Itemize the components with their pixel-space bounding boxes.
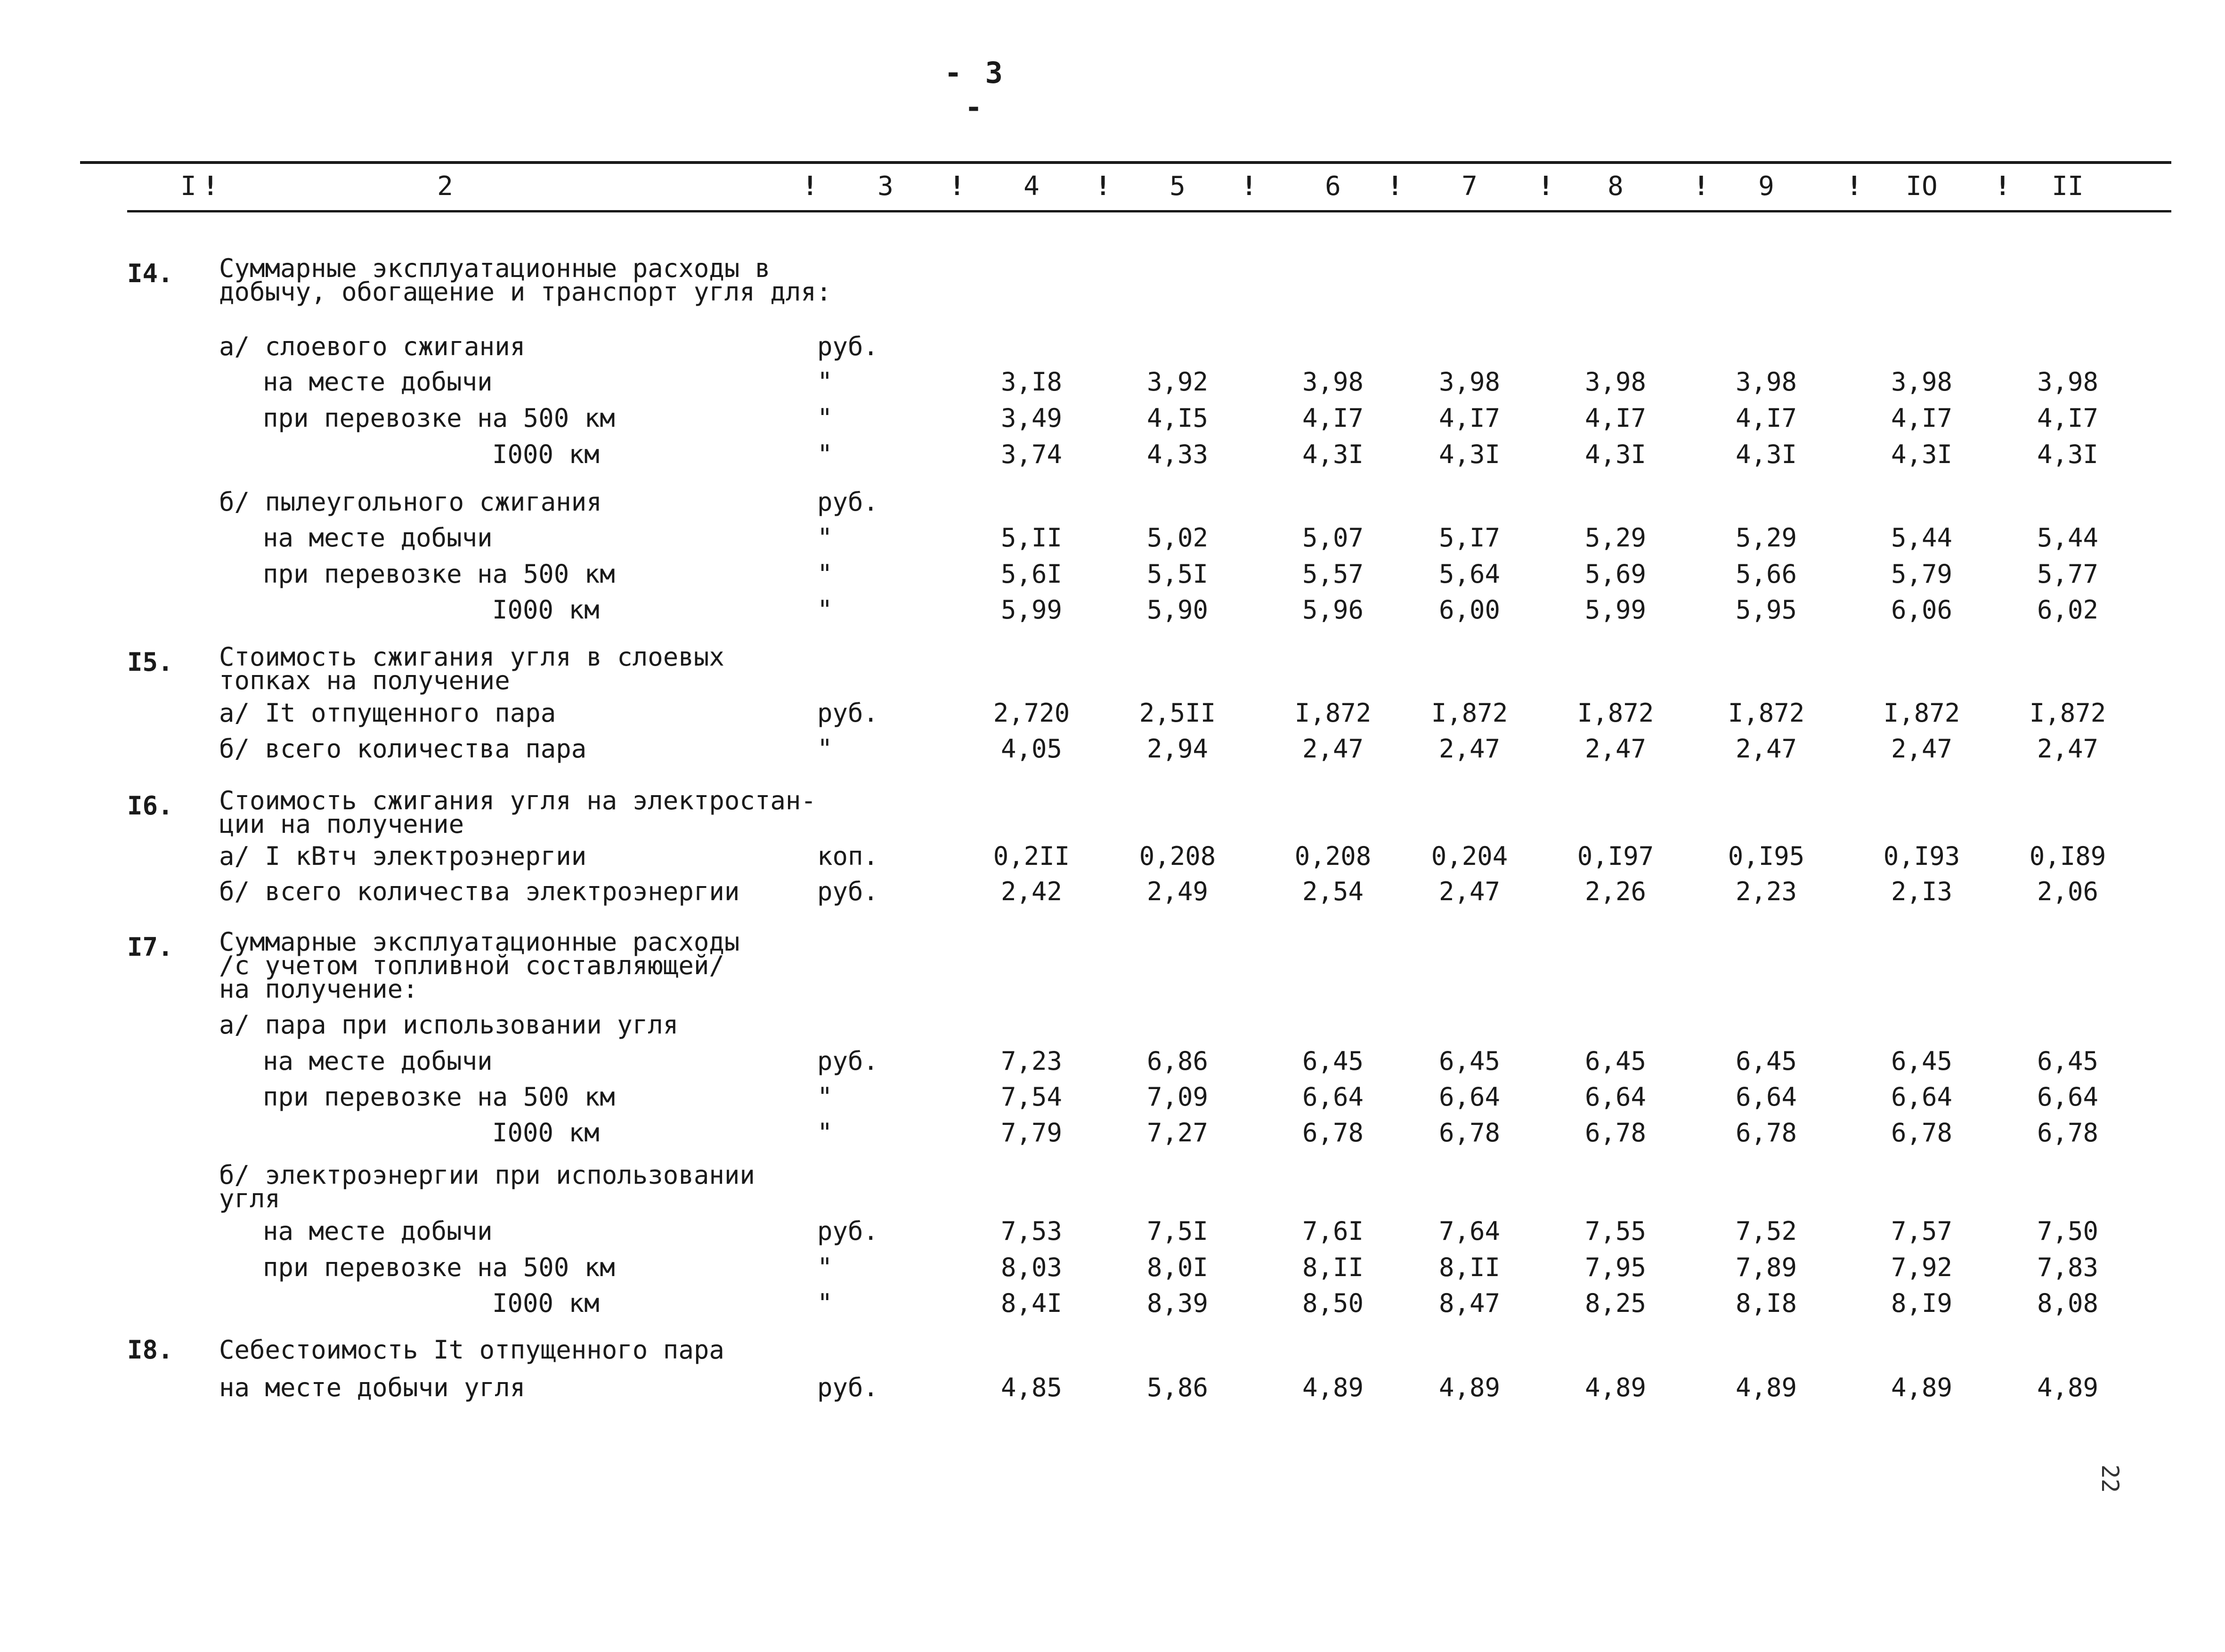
value-cell: 7,23	[1000, 1046, 1063, 1076]
value-cell: 3,92	[1146, 367, 1209, 397]
value-cell: 6,45	[1302, 1046, 1364, 1076]
row-unit: коп.	[817, 841, 879, 871]
row-description: а/ пара при использовании угля	[219, 1010, 679, 1040]
value-cell: 2,23	[1735, 877, 1797, 906]
value-cell: 6,64	[1891, 1082, 1953, 1112]
value-cell: I,872	[1431, 698, 1508, 728]
value-cell: 4,05	[1000, 734, 1063, 764]
row-unit: "	[817, 559, 833, 589]
row-unit: "	[817, 1288, 833, 1318]
value-cell: 2,47	[1302, 734, 1364, 764]
value-cell: 5,66	[1735, 559, 1797, 589]
value-cell: 5,07	[1302, 523, 1364, 553]
header-separator: !	[1241, 171, 1257, 202]
page-number: - 3 -	[944, 56, 1006, 124]
value-cell: 5,57	[1302, 559, 1364, 589]
value-cell: 5,II	[1000, 523, 1063, 553]
value-cell: 2,47	[1891, 734, 1953, 764]
value-cell: 5,69	[1584, 559, 1647, 589]
table-row	[0, 732, 2225, 766]
value-cell: 8,II	[1302, 1253, 1364, 1282]
table-row	[0, 1333, 2225, 1367]
header-col-9: 9	[1758, 171, 1774, 202]
value-cell: 5,6I	[1000, 559, 1063, 589]
row-unit: руб.	[817, 1373, 879, 1402]
row-description: б/ всего количества пара	[219, 734, 587, 764]
value-cell: 4,I7	[1438, 403, 1501, 433]
value-cell: 6,64	[2037, 1082, 2099, 1112]
table-row	[0, 1160, 2225, 1213]
row-description: Стоимость сжигания угля в слоевых топках на получение	[219, 642, 724, 695]
value-cell: 2,54	[1302, 877, 1364, 906]
table-row	[0, 521, 2225, 555]
table-row	[0, 593, 2225, 627]
value-cell: 6,02	[2037, 595, 2099, 625]
row-description: а/ It отпущенного пара	[219, 698, 556, 728]
header-separator: !	[802, 171, 818, 202]
row-number: I6.	[127, 791, 173, 821]
value-cell: 7,95	[1584, 1253, 1647, 1282]
value-cell: 7,92	[1891, 1253, 1953, 1282]
value-cell: 4,89	[1891, 1373, 1953, 1402]
value-cell: 0,I93	[1883, 841, 1960, 871]
value-cell: 2,47	[1438, 734, 1501, 764]
header-separator: !	[1995, 171, 2011, 202]
row-description: при перевозке на 500 км	[263, 1253, 615, 1282]
value-cell: I,872	[1577, 698, 1654, 728]
row-description: при перевозке на 500 км	[263, 1082, 615, 1112]
header-col-11: II	[2052, 171, 2084, 202]
value-cell: 3,98	[1891, 367, 1953, 397]
value-cell: 5,96	[1302, 595, 1364, 625]
value-cell: 7,64	[1438, 1216, 1501, 1246]
value-cell: 5,77	[2037, 559, 2099, 589]
value-cell: 8,08	[2037, 1288, 2099, 1318]
value-cell: 2,720	[993, 698, 1070, 728]
row-description: б/ пылеугольного сжигания	[219, 487, 602, 517]
value-cell: 2,47	[1438, 877, 1501, 906]
value-cell: 0,204	[1431, 841, 1508, 871]
value-cell: 3,98	[1735, 367, 1797, 397]
table-row	[0, 696, 2225, 730]
value-cell: 4,I7	[1302, 403, 1364, 433]
value-cell: 4,89	[1584, 1373, 1647, 1402]
value-cell: I,872	[1294, 698, 1372, 728]
value-cell: 5,44	[1891, 523, 1953, 553]
value-cell: 0,2II	[993, 841, 1070, 871]
row-description: при перевозке на 500 км	[263, 559, 615, 589]
row-description: на месте добычи	[263, 523, 493, 553]
value-cell: 3,98	[1438, 367, 1501, 397]
row-unit: "	[817, 734, 833, 764]
value-cell: 6,64	[1584, 1082, 1647, 1112]
value-cell: 7,54	[1000, 1082, 1063, 1112]
row-description: б/ всего количества электроэнергии	[219, 877, 740, 906]
value-cell: 6,78	[1735, 1118, 1797, 1147]
row-description: I000 км	[492, 1288, 600, 1318]
value-cell: 6,78	[1584, 1118, 1647, 1147]
value-cell: 6,78	[1438, 1118, 1501, 1147]
value-cell: 5,86	[1146, 1373, 1209, 1402]
value-cell: 6,78	[1891, 1118, 1953, 1147]
value-cell: 4,33	[1146, 439, 1209, 469]
row-number: I4.	[127, 259, 173, 288]
value-cell: 4,I5	[1146, 403, 1209, 433]
value-cell: 7,55	[1584, 1216, 1647, 1246]
row-description: I000 км	[492, 595, 600, 625]
value-cell: 6,64	[1302, 1082, 1364, 1112]
table-row	[0, 1251, 2225, 1285]
value-cell: 3,I8	[1000, 367, 1063, 397]
value-cell: 4,I7	[1891, 403, 1953, 433]
table-row	[0, 1286, 2225, 1320]
value-cell: 8,50	[1302, 1288, 1364, 1318]
value-cell: 6,45	[1438, 1046, 1501, 1076]
row-unit: "	[817, 1253, 833, 1282]
row-description: а/ I кВтч электроэнергии	[219, 841, 587, 871]
header-col-5: 5	[1169, 171, 1186, 202]
row-description: а/ слоевого сжигания	[219, 332, 526, 361]
value-cell: 0,I95	[1728, 841, 1805, 871]
table-row	[0, 875, 2225, 909]
row-description: I000 км	[492, 439, 600, 469]
row-description: при перевозке на 500 км	[263, 403, 615, 433]
value-cell: 7,50	[2037, 1216, 2099, 1246]
value-cell: 4,89	[1438, 1373, 1501, 1402]
value-cell: 6,86	[1146, 1046, 1209, 1076]
value-cell: 2,47	[1735, 734, 1797, 764]
table-row	[0, 786, 2225, 839]
value-cell: 4,3I	[1584, 439, 1647, 469]
value-cell: 7,89	[1735, 1253, 1797, 1282]
table-row	[0, 330, 2225, 364]
value-cell: I,872	[2029, 698, 2106, 728]
row-description: на месте добычи	[263, 1046, 493, 1076]
value-cell: 0,I89	[2029, 841, 2106, 871]
row-description: б/ электроэнергии при использовании угля	[219, 1160, 755, 1213]
value-cell: 4,89	[1735, 1373, 1797, 1402]
value-cell: 6,45	[2037, 1046, 2099, 1076]
value-cell: 5,90	[1146, 595, 1209, 625]
value-cell: 4,I7	[2037, 403, 2099, 433]
value-cell: 5,02	[1146, 523, 1209, 553]
header-separator: !	[1846, 171, 1862, 202]
page-stamp: 22	[2096, 1464, 2124, 1493]
header-col-3: 3	[877, 171, 893, 202]
value-cell: 5,99	[1000, 595, 1063, 625]
value-cell: 4,I7	[1735, 403, 1797, 433]
row-description: на месте добычи	[263, 1216, 493, 1246]
value-cell: 2,26	[1584, 877, 1647, 906]
value-cell: 4,85	[1000, 1373, 1063, 1402]
value-cell: 4,3I	[1891, 439, 1953, 469]
value-cell: 5,I7	[1438, 523, 1501, 553]
value-cell: 6,45	[1891, 1046, 1953, 1076]
table-row	[0, 253, 2225, 307]
value-cell: 5,79	[1891, 559, 1953, 589]
value-cell: 2,5II	[1139, 698, 1216, 728]
value-cell: 6,45	[1584, 1046, 1647, 1076]
value-cell: 8,I9	[1891, 1288, 1953, 1318]
table-header	[0, 168, 2225, 205]
value-cell: 7,57	[1891, 1216, 1953, 1246]
value-cell: 2,06	[2037, 877, 2099, 906]
row-unit: "	[817, 523, 833, 553]
value-cell: 0,208	[1294, 841, 1372, 871]
row-unit: "	[817, 1082, 833, 1112]
row-number: I8.	[127, 1335, 173, 1365]
value-cell: 5,99	[1584, 595, 1647, 625]
row-unit: руб.	[817, 1216, 879, 1246]
value-cell: 6,78	[1302, 1118, 1364, 1147]
row-description: на месте добычи	[263, 367, 493, 397]
value-cell: 7,79	[1000, 1118, 1063, 1147]
header-separator: !	[1538, 171, 1554, 202]
value-cell: 8,4I	[1000, 1288, 1063, 1318]
value-cell: 8,0I	[1146, 1253, 1209, 1282]
table-row	[0, 365, 2225, 399]
value-cell: 7,6I	[1302, 1216, 1364, 1246]
value-cell: 5,29	[1735, 523, 1797, 553]
row-unit: "	[817, 367, 833, 397]
row-number: I5.	[127, 647, 173, 677]
row-unit: руб.	[817, 698, 879, 728]
value-cell: 5,44	[2037, 523, 2099, 553]
table-row	[0, 1044, 2225, 1078]
table-row	[0, 438, 2225, 472]
table-header-rule	[127, 210, 2171, 212]
value-cell: 4,3I	[1438, 439, 1501, 469]
value-cell: I,872	[1728, 698, 1805, 728]
value-cell: 3,98	[1302, 367, 1364, 397]
header-col-7: 7	[1462, 171, 1478, 202]
value-cell: 5,5I	[1146, 559, 1209, 589]
value-cell: 3,74	[1000, 439, 1063, 469]
value-cell: 7,09	[1146, 1082, 1209, 1112]
value-cell: 3,49	[1000, 403, 1063, 433]
row-unit: "	[817, 439, 833, 469]
header-col-10: IO	[1906, 171, 1938, 202]
value-cell: 7,52	[1735, 1216, 1797, 1246]
value-cell: 8,I8	[1735, 1288, 1797, 1318]
header-col-8: 8	[1608, 171, 1624, 202]
row-description: Суммарные эксплуатационные расходы в добычу, обогащение и транспорт угля для:	[219, 253, 832, 307]
value-cell: 6,06	[1891, 595, 1953, 625]
row-unit: "	[817, 403, 833, 433]
row-description: Себестоимость It отпущенного пара	[219, 1335, 724, 1365]
value-cell: 6,64	[1438, 1082, 1501, 1112]
value-cell: 2,I3	[1891, 877, 1953, 906]
table-row	[0, 1214, 2225, 1248]
value-cell: 7,83	[2037, 1253, 2099, 1282]
table-row	[0, 1008, 2225, 1042]
value-cell: 6,00	[1438, 595, 1501, 625]
row-unit: руб.	[817, 487, 879, 517]
value-cell: 6,78	[2037, 1118, 2099, 1147]
table-row	[0, 642, 2225, 695]
table-row	[0, 401, 2225, 435]
value-cell: 8,39	[1146, 1288, 1209, 1318]
row-unit: руб.	[817, 332, 879, 361]
header-separator: !	[1095, 171, 1111, 202]
value-cell: 7,5I	[1146, 1216, 1209, 1246]
row-unit: руб.	[817, 877, 879, 906]
table-top-rule	[80, 161, 2171, 164]
value-cell: 0,208	[1139, 841, 1216, 871]
row-number: I7.	[127, 932, 173, 962]
value-cell: 4,3I	[1735, 439, 1797, 469]
value-cell: 6,64	[1735, 1082, 1797, 1112]
value-cell: 6,45	[1735, 1046, 1797, 1076]
value-cell: 4,I7	[1584, 403, 1647, 433]
value-cell: 2,49	[1146, 877, 1209, 906]
value-cell: 2,47	[2037, 734, 2099, 764]
value-cell: 4,89	[1302, 1373, 1364, 1402]
row-unit: руб.	[817, 1046, 879, 1076]
table-row	[0, 1116, 2225, 1150]
header-separator: !	[949, 171, 965, 202]
row-description: на месте добычи угля	[219, 1373, 526, 1402]
value-cell: 7,27	[1146, 1118, 1209, 1147]
table-row	[0, 927, 2225, 1004]
header-separator: !	[1693, 171, 1709, 202]
row-unit: "	[817, 595, 833, 625]
header-col-4: 4	[1023, 171, 1039, 202]
value-cell: 8,47	[1438, 1288, 1501, 1318]
header-separator: !	[203, 171, 219, 202]
header-col-6: 6	[1325, 171, 1341, 202]
row-description: Суммарные эксплуатационные расходы /с учетом топливной составляющей/ на получение:	[219, 927, 740, 1004]
table-row	[0, 557, 2225, 591]
header-col-2: 2	[437, 171, 453, 202]
row-description: I000 км	[492, 1118, 600, 1147]
value-cell: 2,47	[1584, 734, 1647, 764]
value-cell: 5,29	[1584, 523, 1647, 553]
table-row	[0, 839, 2225, 873]
row-unit: "	[817, 1118, 833, 1147]
value-cell: I,872	[1883, 698, 1960, 728]
value-cell: 3,98	[1584, 367, 1647, 397]
value-cell: 3,98	[2037, 367, 2099, 397]
table-row	[0, 1080, 2225, 1114]
value-cell: 8,25	[1584, 1288, 1647, 1318]
value-cell: 7,53	[1000, 1216, 1063, 1246]
value-cell: 2,94	[1146, 734, 1209, 764]
row-description: Стоимость сжигания угля на электростан- ции на получение	[219, 786, 816, 839]
value-cell: 8,03	[1000, 1253, 1063, 1282]
value-cell: 5,95	[1735, 595, 1797, 625]
table-row	[0, 485, 2225, 519]
table-row	[0, 1371, 2225, 1405]
value-cell: 4,89	[2037, 1373, 2099, 1402]
header-separator: !	[1387, 171, 1403, 202]
value-cell: 2,42	[1000, 877, 1063, 906]
value-cell: 4,3I	[1302, 439, 1364, 469]
value-cell: 5,64	[1438, 559, 1501, 589]
value-cell: 0,I97	[1577, 841, 1654, 871]
value-cell: 8,II	[1438, 1253, 1501, 1282]
value-cell: 4,3I	[2037, 439, 2099, 469]
header-col-1: I	[180, 171, 196, 202]
